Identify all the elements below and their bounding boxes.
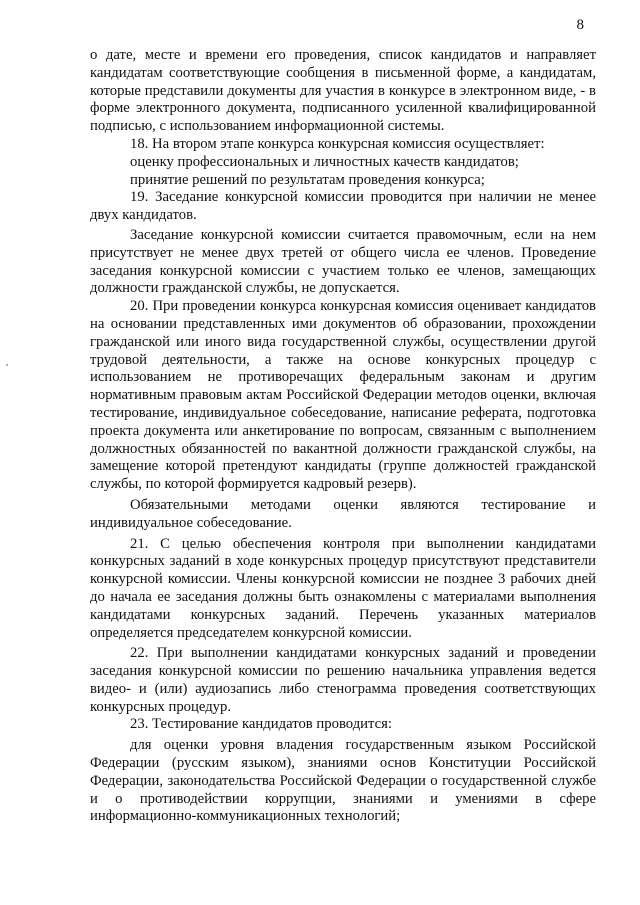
paragraph-quorum: Заседание конкурсной комиссии считается правомочным, если на нем присутствует не менее двух третей от общего числа ее членов. Проведение заседания конкурсной комиссии с участием только ее членов, замещающих должности гражданской службы, не допускается. <box>90 226 596 297</box>
document-body <box>90 47 596 826</box>
paragraph-21: 21. С целью обеспечения контроля при выполнении кандидатами конкурсных заданий в ходе конкурсных процедур присутствуют представители конкурсной комиссии. Члены конкурсной комиссии не позднее 3 рабочих дней до начала ее заседания должны быть ознакомлены с материалами выполнения кандидатами конкурсных заданий. Перечень указанных материалов определяется председателем конкурсной комиссии. <box>90 535 596 641</box>
page-number: 8 <box>576 17 584 33</box>
paragraph-continuation: о дате, месте и времени его проведения, список кандидатов и направляет кандидатам соответствующие сообщения в письменной форме, а кандидатам, которые представили документы для участия в конкурсе в электронном виде, - в форме электронного документа, подписанного усиленной квалифицированной подписью, с использованием информационной системы. <box>90 47 596 135</box>
paragraph-mandatory-methods: Обязательными методами оценки являются тестирование и индивидуальное собеседование. <box>90 496 596 531</box>
paragraph-18: 18. На втором этапе конкурса конкурсная комиссия осуществляет: <box>130 135 545 152</box>
paragraph-20: 20. При проведении конкурса конкурсная комиссия оценивает кандидатов на основании представленных ими документов об образовании, прохождении гражданской или иного вида государственной службы, осуществлении другой трудовой деятельности, а также на основе конкурсных процедур с использованием не противоречащих федеральным законам и другим нормативным правовым актам Российской Федерации методов оценки, включая тестирование, индивидуальное собеседование, написание реферата, подготовка проекта документа или анкетирование по вопросам, связанным с выполнением должностных обязанностей по вакантной должности гражданской службы, на замещение которой претендуют кандидаты (группе должностей гражданской службы, по которой формируется кадровый резерв). <box>90 298 596 493</box>
list-item-testing-purpose: для оценки уровня владения государственным языком Российской Федерации (русским языком), знаниями основ Конституции Российской Федерации, законодательства Российской Федерации о государственной службе и о противодействии коррупции, знаниями и умениями в сфере информационно-коммуникационных технологий; <box>90 737 596 825</box>
paragraph-23: 23. Тестирование кандидатов проводится: <box>130 716 392 733</box>
list-item-evaluation: оценку профессиональных и личностных качеств кандидатов; <box>130 153 519 170</box>
list-item-decisions: принятие решений по результатам проведения конкурса; <box>130 171 485 188</box>
paragraph-22: 22. При выполнении кандидатами конкурсных заданий и проведении заседания конкурсной комиссии по решению начальника управления ведется видео- и (или) аудиозапись либо стенограмма проведения соответствующих конкурсных процедур. <box>90 645 596 715</box>
scan-artifact <box>6 364 8 366</box>
paragraph-19: 19. Заседание конкурсной комиссии проводится при наличии не менее двух кандидатов. <box>90 189 596 224</box>
